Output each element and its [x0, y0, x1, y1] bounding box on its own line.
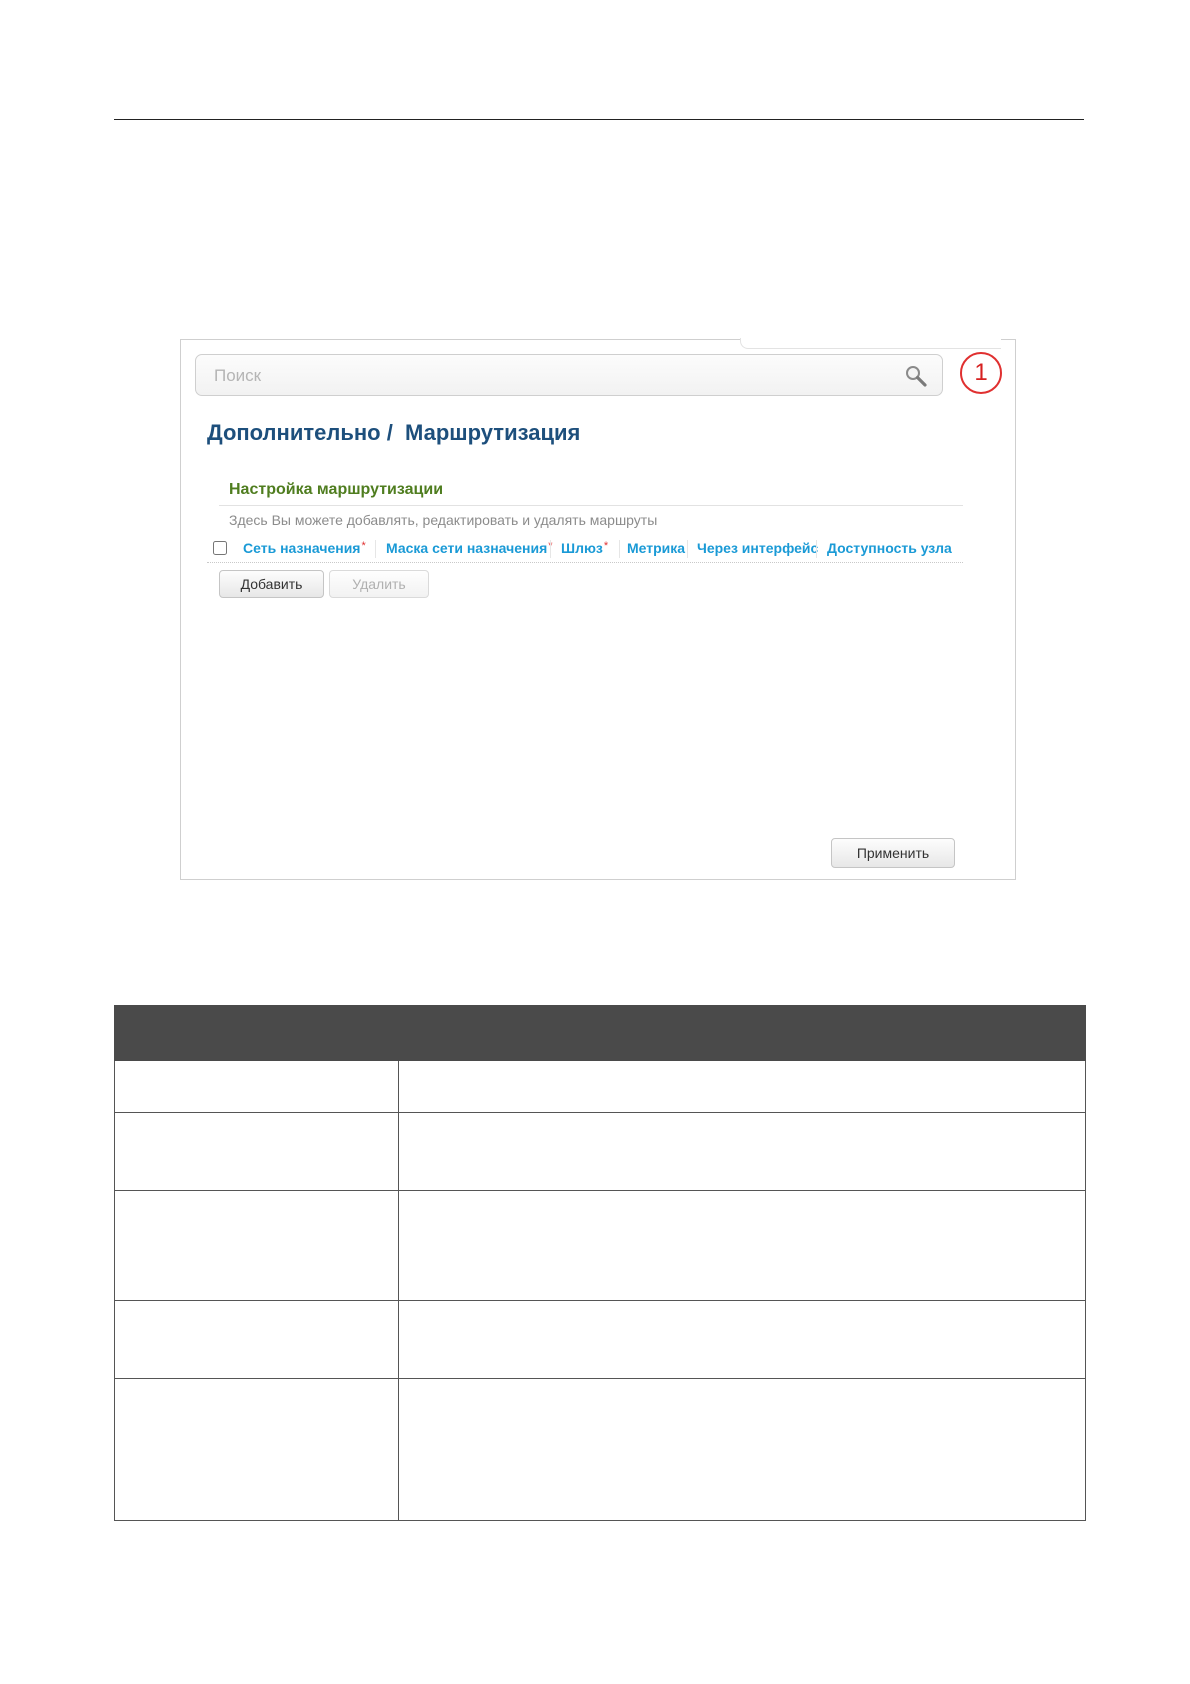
table-row: [115, 1113, 1086, 1191]
search-icon[interactable]: [904, 364, 928, 388]
table-row: [115, 1379, 1086, 1521]
table-cell: [399, 1379, 1086, 1521]
table-cell: [115, 1379, 399, 1521]
table-cell: [115, 1301, 399, 1379]
table-header-cell: [115, 1006, 1086, 1061]
annotation-marker: 1: [960, 352, 1002, 394]
section-title: Настройка маршрутизации: [229, 481, 444, 498]
section-divider: [219, 505, 963, 506]
table-cell: [399, 1061, 1086, 1113]
table-cell: [399, 1113, 1086, 1191]
column-separator: [375, 540, 376, 558]
table-cell: [399, 1301, 1086, 1379]
table-header-row: [115, 1006, 1086, 1061]
apply-button[interactable]: Применить: [831, 838, 955, 868]
page-header-rule: [114, 119, 1084, 120]
required-marker: *: [603, 540, 609, 552]
table-row: [115, 1061, 1086, 1113]
table-cell: [115, 1191, 399, 1301]
column-header-host-availability[interactable]: Доступность узла: [827, 540, 952, 556]
breadcrumb: Дополнительно / Маршрутизация: [207, 420, 581, 445]
column-header-destination-network[interactable]: Сеть назначения*: [243, 540, 366, 556]
routes-table-header: [207, 536, 963, 563]
search-input[interactable]: [212, 363, 866, 389]
table-cell: [115, 1061, 399, 1113]
column-header-interface[interactable]: Через интерфейс: [697, 540, 819, 556]
column-header-gateway[interactable]: Шлюз*: [561, 540, 609, 556]
section-description: Здесь Вы можете добавлять, редактировать и удалять маршруты: [229, 512, 658, 528]
parameters-table: [114, 1005, 1086, 1521]
search-box[interactable]: [195, 354, 943, 396]
router-web-ui-screenshot: [180, 339, 1016, 880]
delete-button[interactable]: Удалить: [329, 570, 429, 598]
table-cell: [115, 1113, 399, 1191]
column-separator: [687, 540, 688, 558]
required-marker: *: [548, 540, 553, 552]
required-marker: *: [361, 540, 366, 552]
column-header-metric[interactable]: Метрика: [627, 540, 686, 556]
column-separator: [550, 540, 551, 558]
table-cell: [399, 1191, 1086, 1301]
table-row: [115, 1301, 1086, 1379]
select-all-checkbox[interactable]: [213, 541, 227, 555]
column-separator: [816, 540, 817, 558]
panel-tab-edge: [740, 338, 1001, 349]
column-separator: [619, 540, 620, 558]
table-row: [115, 1191, 1086, 1301]
add-button[interactable]: Добавить: [219, 570, 324, 598]
column-header-destination-netmask[interactable]: Маска сети назначения*: [386, 540, 553, 556]
